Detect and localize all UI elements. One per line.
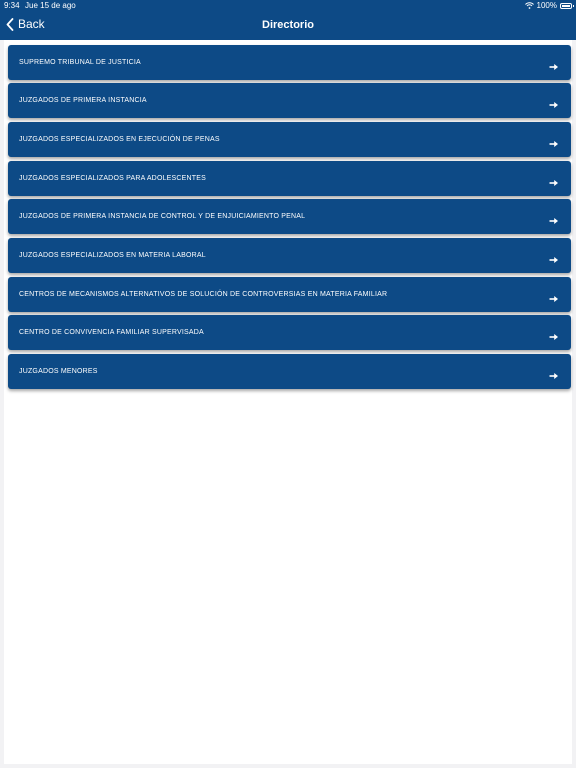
list-item-primera-instancia[interactable] — [8, 83, 571, 118]
list-item-materia-laboral[interactable] — [8, 238, 571, 273]
status-date: Jue 15 de ago — [25, 1, 76, 10]
status-right — [525, 1, 572, 10]
list-item-label: JUZGADOS ESPECIALIZADOS EN EJECUCIÓN DE PENAS — [19, 136, 220, 143]
arrow-right-icon — [549, 367, 559, 385]
page-title: Directorio — [262, 19, 314, 31]
list-item-juzgados-menores[interactable] — [8, 354, 571, 389]
list-item-control-enjuiciamiento[interactable] — [8, 199, 571, 234]
list-item-label: JUZGADOS ESPECIALIZADOS PARA ADOLESCENTES — [19, 175, 207, 182]
list-item-ejecucion-penas[interactable] — [8, 122, 571, 157]
battery-icon — [560, 3, 572, 9]
list-item-mecanismos-alternativos[interactable] — [8, 277, 571, 312]
navigation-bar — [0, 12, 576, 40]
arrow-right-icon — [549, 328, 559, 346]
list-item-label: JUZGADOS DE PRIMERA INSTANCIA DE CONTROL Y DE ENJUICIAMIENTO PENAL — [19, 213, 306, 220]
directory-list — [4, 40, 572, 764]
battery-percent: 100% — [536, 1, 557, 10]
list-item-label: JUZGADOS MENORES — [19, 368, 98, 375]
status-time: 9:34 — [4, 1, 20, 10]
wifi-icon — [525, 2, 534, 9]
status-bar — [0, 0, 576, 12]
list-item-label: JUZGADOS DE PRIMERA INSTANCIA — [19, 97, 147, 104]
arrow-right-icon — [549, 251, 559, 269]
arrow-right-icon — [549, 174, 559, 192]
arrow-right-icon — [549, 58, 559, 76]
list-item-label: SUPREMO TRIBUNAL DE JUSTICIA — [19, 59, 141, 66]
arrow-right-icon — [549, 96, 559, 114]
back-label: Back — [18, 17, 45, 31]
arrow-right-icon — [549, 212, 559, 230]
list-item-convivencia-familiar[interactable] — [8, 315, 571, 350]
list-item-label: CENTRO DE CONVIVENCIA FAMILIAR SUPERVISADA — [19, 329, 204, 336]
list-item-label: CENTROS DE MECANISMOS ALTERNATIVOS DE SOLUCIÓN DE CONTROVERSIAS EN MATERIA FAMILIAR — [19, 291, 388, 298]
list-item-label: JUZGADOS ESPECIALIZADOS EN MATERIA LABORAL — [19, 252, 206, 259]
top-bar — [0, 0, 576, 40]
arrow-right-icon — [549, 290, 559, 308]
list-item-supremo-tribunal[interactable] — [8, 45, 571, 80]
arrow-right-icon — [549, 135, 559, 153]
list-item-adolescentes[interactable] — [8, 161, 571, 196]
